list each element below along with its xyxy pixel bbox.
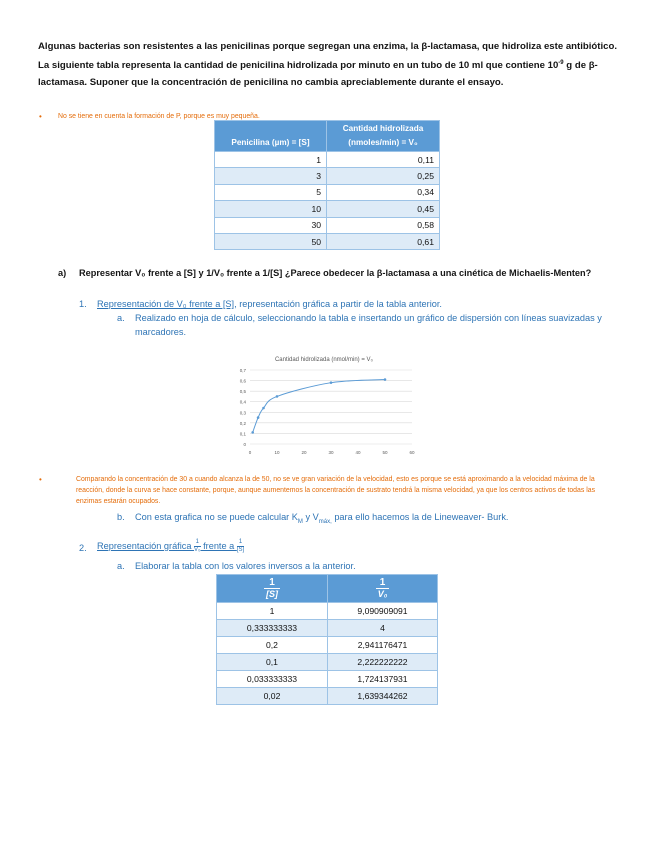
table1-header-concentration: Penicilina (µm) = [S] — [215, 121, 327, 152]
x-tick-label: 60 — [409, 450, 415, 455]
step2-mid: frente a — [200, 541, 237, 551]
table-cell: 4 — [328, 620, 438, 637]
velocity-chart — [226, 352, 422, 470]
fraction-denominator: V₀ — [194, 547, 201, 554]
table1-header-rate: Cantidad hidrolizada (nmoles/min) = V₀ — [327, 121, 440, 152]
fraction-numerator: 1 — [238, 539, 243, 546]
table-cell: 0,2 — [217, 637, 328, 654]
step1-number: 1. — [79, 299, 87, 309]
chart-x-axis — [249, 450, 415, 455]
table-cell: 0,45 — [327, 201, 440, 217]
table-cell: 0,11 — [327, 152, 440, 168]
km-subscript: M — [297, 518, 303, 525]
y-tick-label: 0,7 — [239, 368, 246, 373]
chart-point — [257, 416, 260, 419]
sub-b-label: b. — [117, 512, 125, 522]
step1-title: Representación de V₀ frente a [S] — [97, 299, 235, 309]
y-tick-label: 0,5 — [239, 389, 246, 395]
y-tick-label: 0,6 — [239, 378, 246, 384]
table-cell: 2,941176471 — [328, 637, 438, 654]
step1-sub-a-text: Realizado en hoja de cálculo, seleccionando la tabla e insertando un gráfico de dispersión con líneas suavizadas y marcadores. — [135, 313, 602, 337]
sub-b-text-2: y V — [302, 512, 319, 522]
chart-grid — [250, 370, 412, 444]
table-cell: 50 — [215, 233, 327, 249]
table-row — [217, 671, 438, 688]
intro-exponent: -9 — [558, 60, 564, 66]
sub-b-text-1: Con esta grafica no se puede calcular K — [135, 512, 298, 522]
table-cell: 1 — [217, 603, 328, 620]
y-tick-label: 0,4 — [239, 399, 246, 405]
inverse-table — [216, 574, 438, 705]
chart-series-line — [253, 380, 385, 433]
chart-point — [276, 395, 279, 398]
header-numerator: 1 — [379, 577, 386, 588]
table-cell: 5 — [215, 184, 327, 200]
table2-header-inverse-v0 — [328, 575, 438, 603]
step1-heading — [97, 297, 617, 311]
question-a-label: a) — [58, 268, 67, 278]
step2-title: Representación gráfica — [97, 541, 195, 551]
table-cell: 0,033333333 — [217, 671, 328, 688]
penicillin-table — [214, 120, 440, 250]
chart-point — [251, 431, 254, 434]
table-row — [215, 233, 440, 249]
sub-b-text — [135, 510, 620, 529]
chart-point — [384, 378, 387, 381]
step2-number: 2. — [79, 543, 87, 553]
step1-rest: , representación gráfica a partir de la tabla anterior. — [234, 299, 442, 309]
table-cell: 10 — [215, 201, 327, 217]
note-bullet: • — [39, 112, 42, 121]
table-row — [215, 168, 440, 184]
table-row — [215, 184, 440, 200]
fraction-1-over-s — [237, 539, 244, 554]
intro-text-2: g de β-lactamasa. Suponer que la concentración de penicilina no cambia apreciablemente durante el ensayo. — [38, 60, 598, 89]
intro-paragraph — [38, 38, 623, 91]
chart-points — [251, 378, 386, 433]
table-row — [215, 152, 440, 168]
table-row — [215, 217, 440, 233]
question-a-text: Representar V₀ frente a [S] y 1/V₀ frente a 1/[S] ¿Parece obedecer la β-lactamasa a una cinética de Michaelis-Menten? — [79, 268, 592, 278]
table-cell: 9,090909091 — [328, 603, 438, 620]
table-cell: 0,61 — [327, 233, 440, 249]
table-cell: 0,58 — [327, 217, 440, 233]
note-mid: Comparando la concentración de 30 a cuando alcanza la de 50, no se ve gran variación de la velocidad, esto es porque se está aproximando a la velocidad máxima de la reacción, donde la curva se hace constante, porque, aunque aumentemos la concentración de sustrato tendrá la misma velocidad, ya que los centros activos de todas las enzimas estarán ocupados. — [76, 476, 596, 505]
table-row — [217, 637, 438, 654]
table-cell: 3 — [215, 168, 327, 184]
header-denominator: [S] — [266, 589, 278, 599]
chart-y-axis — [240, 368, 247, 447]
x-tick-label: 0 — [248, 450, 252, 455]
y-tick-label: 0,3 — [239, 410, 246, 416]
table-cell: 2,222222222 — [328, 654, 438, 671]
table-cell: 0,1 — [217, 654, 328, 671]
table-row — [217, 654, 438, 671]
x-tick-label: 30 — [328, 450, 334, 455]
fraction-denominator: [S] — [236, 547, 245, 554]
table-cell: 0,02 — [217, 688, 328, 705]
x-tick-label: 20 — [301, 450, 307, 455]
note-top: No se tiene en cuenta la formación de P, porque es muy pequeña. — [58, 113, 260, 120]
chart-point — [330, 381, 333, 384]
header-numerator: 1 — [269, 577, 275, 588]
note-bullet: • — [39, 475, 42, 484]
sub-b-text-3: para ello hacemos la de Lineweaver- Burk. — [331, 512, 509, 522]
table-row — [217, 603, 438, 620]
y-tick-label: 0,2 — [239, 420, 246, 426]
table-cell: 0,34 — [327, 184, 440, 200]
step2-heading — [97, 537, 517, 555]
x-tick-label: 10 — [274, 450, 280, 455]
x-tick-label: 40 — [355, 450, 361, 455]
chart-point — [262, 407, 265, 410]
fraction-numerator: 1 — [195, 539, 199, 546]
intro-text-1: Algunas bacterias son resistentes a las penicilinas porque segregan una enzima, la β-lactamasa, que hidroliza este antibiótico. La siguiente tabla representa la cantidad de penicilina hidrolizada por minuto en un tubo de 10 ml que contiene 10 — [38, 41, 617, 72]
table-row — [217, 688, 438, 705]
step1-sub-a-label: a. — [117, 313, 125, 323]
x-tick-label: 50 — [382, 450, 388, 455]
table2-header-inverse-s — [217, 575, 328, 603]
table-cell: 1,639344262 — [328, 688, 438, 705]
table-row — [215, 201, 440, 217]
table-cell: 0,333333333 — [217, 620, 328, 637]
chart-title: Cantidad hidrolizada (nmol/min) = V₀ — [274, 357, 374, 363]
vmax-subscript: máx, — [318, 518, 332, 525]
y-tick-label: 0 — [243, 442, 246, 447]
table-cell: 1,724137931 — [328, 671, 438, 688]
table-cell: 1 — [215, 152, 327, 168]
table-row — [217, 620, 438, 637]
table-cell: 30 — [215, 217, 327, 233]
table-cell: 0,25 — [327, 168, 440, 184]
header-denominator: V₀ — [377, 589, 388, 599]
step2-sub-a-text: Elaborar la tabla con los valores inversos a la anterior. — [135, 561, 356, 571]
y-tick-label: 0,1 — [239, 431, 246, 437]
step2-sub-a-label: a. — [117, 561, 125, 571]
